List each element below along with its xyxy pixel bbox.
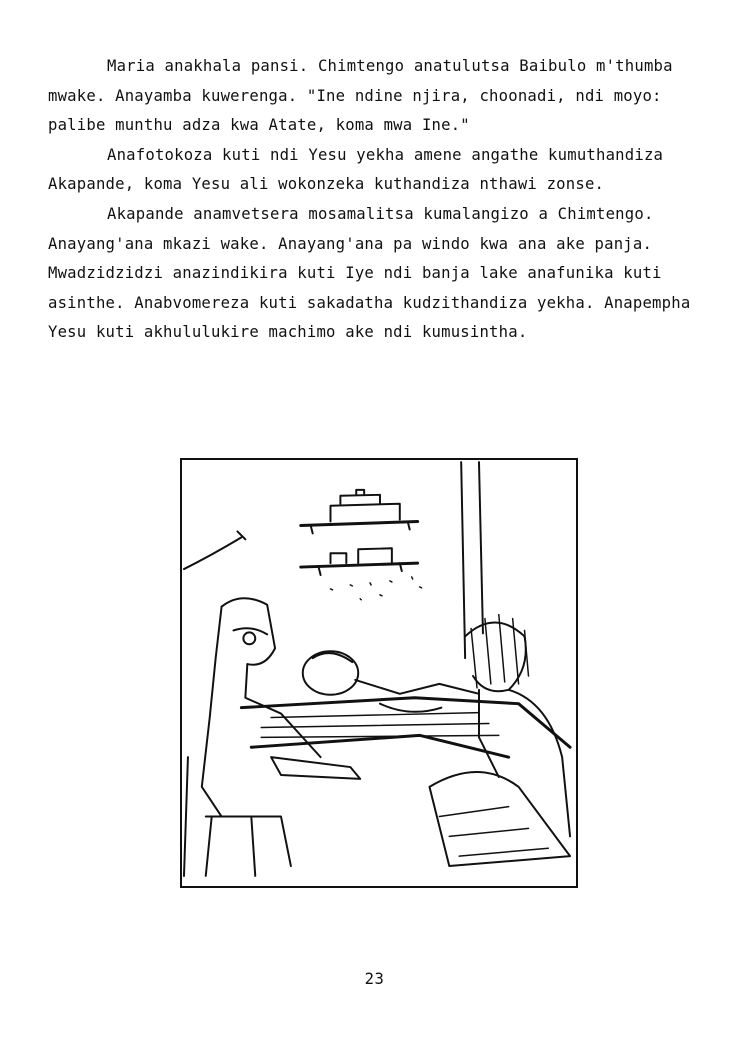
body-text	[48, 52, 718, 348]
pot-handle	[356, 490, 364, 495]
upper-shelf	[301, 522, 418, 526]
left-edge-line	[184, 757, 188, 876]
window-cord	[184, 537, 241, 569]
wall-edge-line	[461, 462, 465, 658]
illustration-sickbed-scene	[180, 458, 578, 888]
tin-lower	[358, 548, 392, 563]
illustration-drawing	[182, 460, 576, 886]
bed-blanket-lines	[261, 713, 499, 738]
man-glasses	[233, 628, 267, 644]
man-stool	[206, 817, 291, 876]
pot-lid	[340, 495, 380, 504]
cup-lower	[330, 553, 346, 563]
pot-upper	[330, 504, 399, 522]
paragraph-3: Akapande anamvetsera mosamalitsa kumalangizo a Chimtengo. Anayang'ana mkazi wake. Anayang'ana pa windo kwa ana ake panja. Mwadzidzidzi anazindikira kuti Iye ndi banja lake anafunika kuti asinthe. Anabvomereza kuti sakadatha kudzithandiza yekha. Anapempha Yesu kuti akhululukire machimo ake ndi kumusintha.	[48, 204, 691, 342]
wall-speckles	[330, 577, 421, 600]
paragraph-1: Maria anakhala pansi. Chimtengo anatulutsa Baibulo m'thumba mwake. Anayamba kuwerenga. "Ine ndine njira, choonadi, ndi moyo: palibe munthu adza kwa Atate, koma mwa Ine."	[48, 57, 673, 135]
page-number: 23	[364, 970, 385, 988]
bed-frame-front	[251, 735, 508, 757]
wall-edge-line-2	[479, 462, 483, 633]
sick-man-arm	[380, 704, 441, 712]
woman-skirt-folds	[439, 807, 548, 856]
sick-man-body	[355, 680, 479, 694]
sick-man-head	[303, 651, 358, 695]
open-book	[271, 757, 360, 779]
man-back	[202, 607, 222, 817]
paragraph-2: Anafotokoza kuti ndi Yesu yekha amene angathe kumuthandiza Akapande, koma Yesu ali wokonzeka kuthandiza nthawi zonse.	[48, 145, 664, 194]
bed-top	[241, 698, 570, 747]
